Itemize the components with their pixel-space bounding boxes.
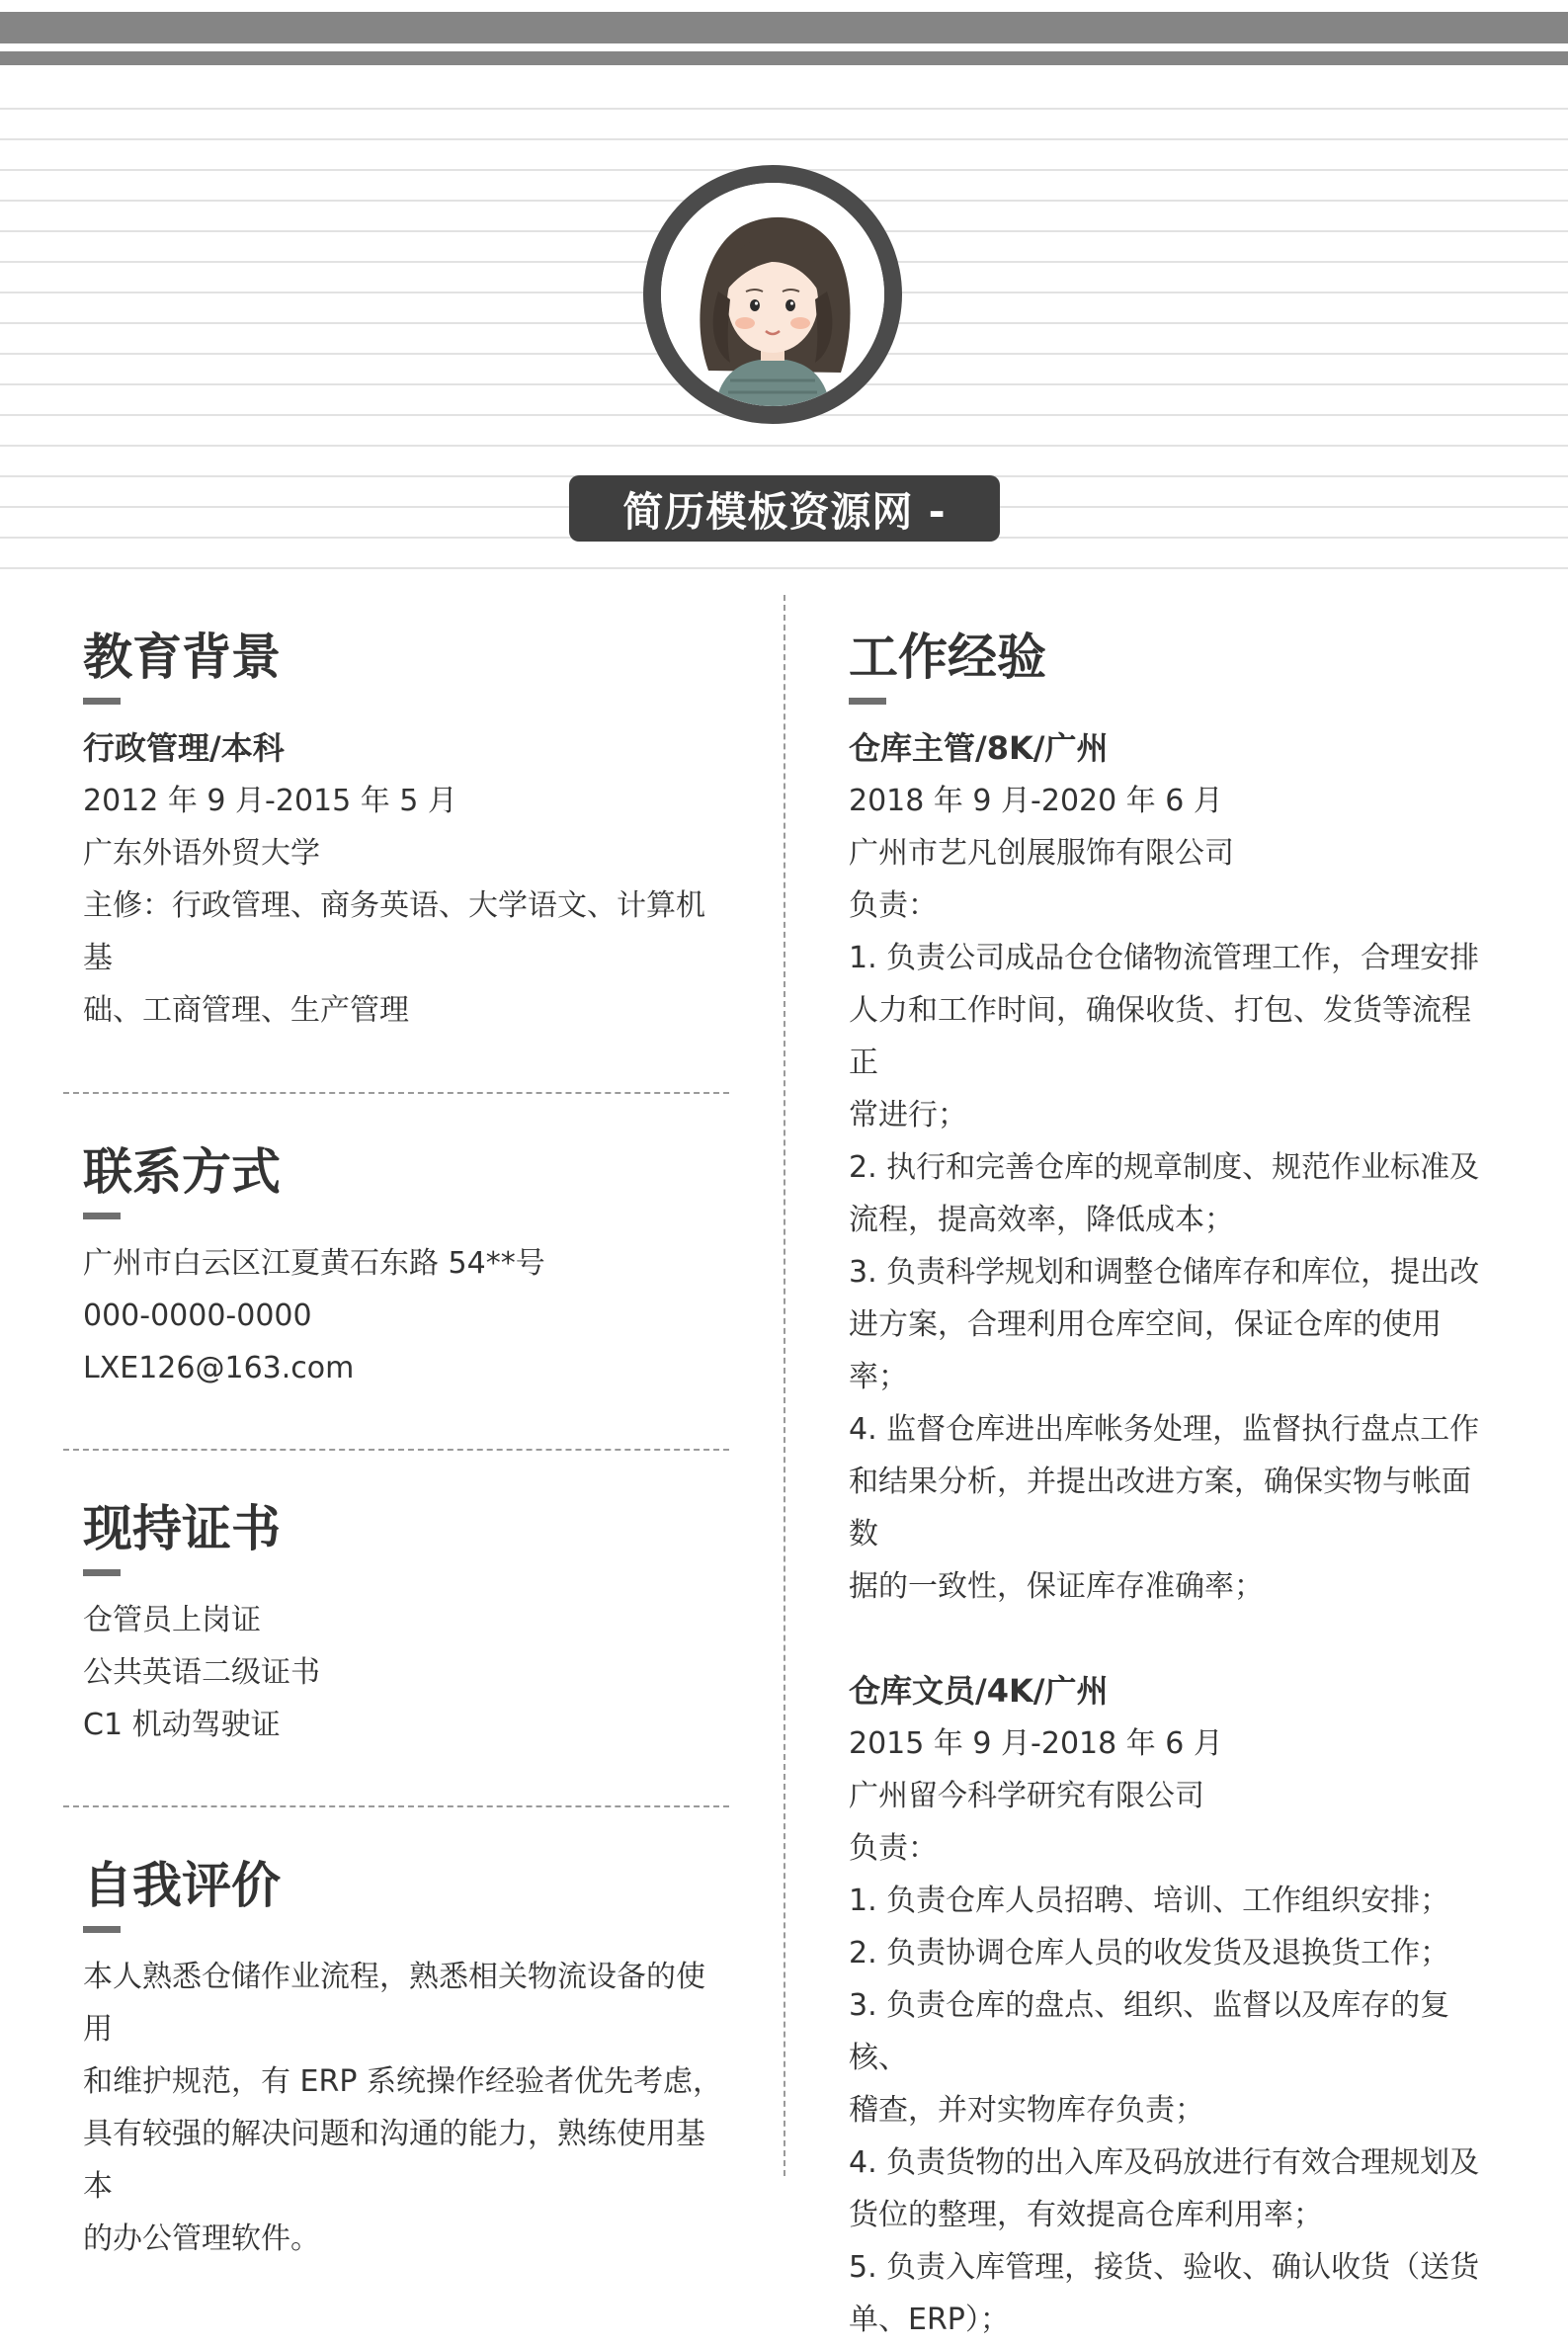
- section-title: 自我评价: [83, 1857, 281, 1914]
- duty-line: 4. 负责货物的出入库及码放进行有效合理规划及: [849, 2145, 1480, 2180]
- certificate-item: 公共英语二级证书: [83, 1655, 320, 1690]
- job-period: 2015 年 9 月-2018 年 6 月: [849, 1726, 1223, 1761]
- duty-line: 常进行；: [849, 1098, 967, 1132]
- title-underline: [83, 1926, 121, 1933]
- contact-phone: 000-0000-0000: [83, 1299, 312, 1333]
- avatar-illustration: [661, 183, 884, 406]
- courses-line: 础、工商管理、生产管理: [83, 993, 409, 1028]
- self-evaluation-line: 具有较强的解决问题和沟通的能力，熟练使用基本: [83, 2117, 705, 2204]
- name-banner: 简历模板资源网 -: [569, 475, 1000, 542]
- duty-line: 据的一致性，保证库存准确率；: [849, 1569, 1264, 1604]
- job-entry: [849, 722, 1481, 1613]
- job-role: 仓库主管/8K/广州: [849, 729, 1109, 767]
- section-title: 教育背景: [83, 628, 281, 686]
- self-evaluation-line: 本人熟悉仓储作业流程，熟悉相关物流设备的使用: [83, 1960, 705, 2047]
- contact-section: [83, 1137, 725, 1394]
- job-company: 广州留今科学研究有限公司: [849, 1779, 1204, 1813]
- duty-line: 1. 负责仓库人员招聘、培训、工作组织安排；: [849, 1884, 1450, 1918]
- section-separator: [63, 1805, 729, 1807]
- spacer: [849, 1613, 1481, 1665]
- title-underline: [83, 1213, 121, 1219]
- left-column: [83, 623, 725, 2265]
- top-decor-bar: [0, 12, 1568, 43]
- duty-line: 3. 负责科学规划和调整仓储库存和库位，提出改: [849, 1255, 1480, 1290]
- right-column: [849, 623, 1481, 2346]
- section-separator: [63, 1449, 729, 1451]
- certificate-item: C1 机动驾驶证: [83, 1708, 281, 1742]
- section-title: 现持证书: [83, 1500, 281, 1557]
- duty-label: 负责：: [849, 1831, 938, 1866]
- self-evaluation-line: 的办公管理软件。: [83, 2221, 320, 2256]
- degree: 行政管理/本科: [83, 729, 285, 767]
- contact-email: LXE126@163.com: [83, 1351, 355, 1385]
- certificate-item: 仓管员上岗证: [83, 1603, 261, 1637]
- contact-address: 广州市白云区江夏黄石东路 54**号: [83, 1246, 545, 1281]
- duty-line: 5. 负责入库管理，接货、验收、确认收货（送货: [849, 2250, 1480, 2285]
- duty-line: 2. 执行和完善仓库的规章制度、规范作业标准及: [849, 1150, 1480, 1185]
- duty-line: 人力和工作时间，确保收货、打包、发货等流程正: [849, 993, 1471, 1080]
- duty-line: 货位的整理，有效提高仓库利用率；: [849, 2198, 1323, 2232]
- duty-line: 进方案，合理利用仓库空间，保证仓库的使用率；: [849, 1307, 1442, 1394]
- avatar: [643, 165, 902, 424]
- job-entry: [849, 1665, 1481, 2346]
- duty-line: 2. 负责协调仓库人员的收发货及退换货工作；: [849, 1936, 1450, 1970]
- certificates-section: [83, 1494, 725, 1751]
- school-name: 广东外语外贸大学: [83, 836, 320, 871]
- job-company: 广州市艺凡创展服饰有限公司: [849, 836, 1234, 871]
- duty-line: 流程，提高效率，降低成本；: [849, 1203, 1234, 1237]
- education-period: 2012 年 9 月-2015 年 5 月: [83, 784, 457, 818]
- duty-line: 4. 监督仓库进出库帐务处理，监督执行盘点工作: [849, 1412, 1480, 1447]
- self-evaluation-line: 和维护规范，有 ERP 系统操作经验者优先考虑，: [83, 2064, 722, 2099]
- work-section: [849, 623, 1481, 2346]
- duty-line: 和结果分析，并提出改进方案，确保实物与帐面数: [849, 1465, 1471, 1551]
- title-underline: [83, 1569, 121, 1576]
- title-underline: [849, 698, 886, 705]
- duty-line: 1. 负责公司成品仓仓储物流管理工作，合理安排: [849, 941, 1480, 975]
- education-section: [83, 623, 725, 1037]
- duty-label: 负责：: [849, 888, 938, 923]
- self-evaluation-section: [83, 1851, 725, 2265]
- job-period: 2018 年 9 月-2020 年 6 月: [849, 784, 1223, 818]
- section-separator: [63, 1092, 729, 1094]
- section-title: 工作经验: [849, 628, 1046, 686]
- duty-line: 3. 负责仓库的盘点、组织、监督以及库存的复核、: [849, 1988, 1450, 2075]
- job-role: 仓库文员/4K/广州: [849, 1672, 1109, 1710]
- title-underline: [83, 698, 121, 705]
- duty-line: 稽查，并对实物库存负责；: [849, 2093, 1204, 2128]
- courses-line: 主修：行政管理、商务英语、大学语文、计算机基: [83, 888, 705, 975]
- duty-line: 单、ERP）；: [849, 2303, 1010, 2337]
- section-title: 联系方式: [83, 1143, 281, 1201]
- column-divider: [784, 595, 785, 2176]
- top-decor-thin-bar: [0, 51, 1568, 65]
